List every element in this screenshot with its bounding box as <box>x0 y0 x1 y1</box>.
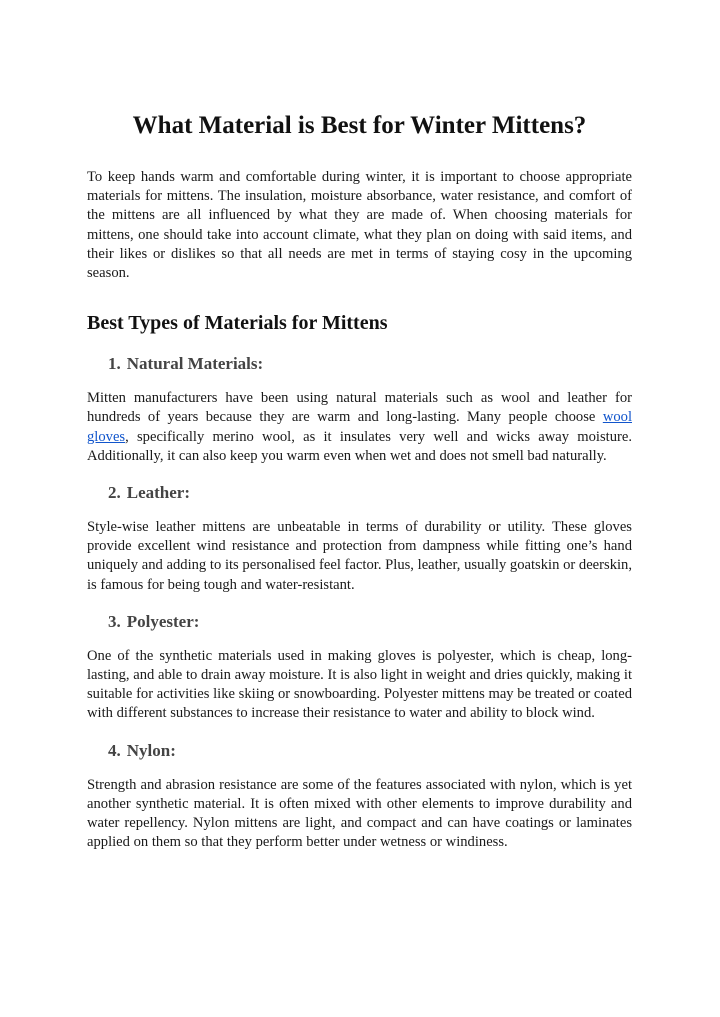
document-page <box>87 110 632 852</box>
subheading-number: 1. <box>108 354 121 374</box>
paragraph-nylon: Strength and abrasion resistance are some of the features associated with nylon, which is yet another synthetic material. It is often mixed with other elements to improve durability and water repellency. Nylon mittens are light, and compact and can have coatings or laminates applied on them so that they perform better under wetness or windiness. <box>87 776 632 851</box>
subheading-nylon <box>87 740 632 762</box>
subheading-number: 2. <box>108 483 121 503</box>
paragraph-text: Mitten manufacturers have been using natural materials such as wool and leather for hundreds of years because they are warm and long-lasting. Many people choose <box>87 390 632 426</box>
subheading-natural-materials <box>87 353 632 375</box>
subheading-label: Leather: <box>126 483 191 503</box>
subheading-polyester <box>87 611 632 633</box>
subheading-number: 3. <box>108 611 121 631</box>
paragraph-polyester: One of the synthetic materials used in making gloves is polyester, which is cheap, long-lasting, and able to drain away moisture. It is also light in weight and dries quickly, making it suitable for activities like skiing or snowboarding. Polyester mittens may be treated or coated with different substances to increase their resistance to water and ability to block wind. <box>87 647 632 722</box>
subheading-label: Natural Materials: <box>126 354 264 374</box>
subheading-label: Nylon: <box>126 740 176 760</box>
paragraph-natural-materials <box>87 389 632 466</box>
paragraph-leather: Style-wise leather mittens are unbeatable in terms of durability or utility. These gloves provide excellent wind resistance and protection from dampness while fitting one’s hand uniquely and adding to its personalised feel factor. Plus, leather, usually goatskin or deerskin, is famous for being tough and water-resistant. <box>87 519 632 593</box>
subheading-number: 4. <box>108 740 121 760</box>
page-title: What Material is Best for Winter Mittens? <box>132 112 587 139</box>
subheading-label: Polyester: <box>126 611 200 631</box>
subheading-leather <box>87 482 632 504</box>
section-heading: Best Types of Materials for Mittens <box>87 312 388 335</box>
wool-gloves-link[interactable]: wool gloves <box>87 409 632 445</box>
intro-paragraph: To keep hands warm and comfortable during winter, it is important to choose appropriate materials for mittens. The insulation, moisture absorbance, water resistance, and comfort of the mittens are all influenced by what they are made of. When choosing materials for mittens, one should take into account climate, what they plan on doing with said items, and their likes or dislikes so that all needs are met in terms of staying cosy in the upcoming season. <box>87 169 632 282</box>
paragraph-text: , specifically merino wool, as it insulates very well and wicks away moisture. Additionally, it can also keep you warm even when wet and does not smell bad naturally. <box>87 428 632 464</box>
